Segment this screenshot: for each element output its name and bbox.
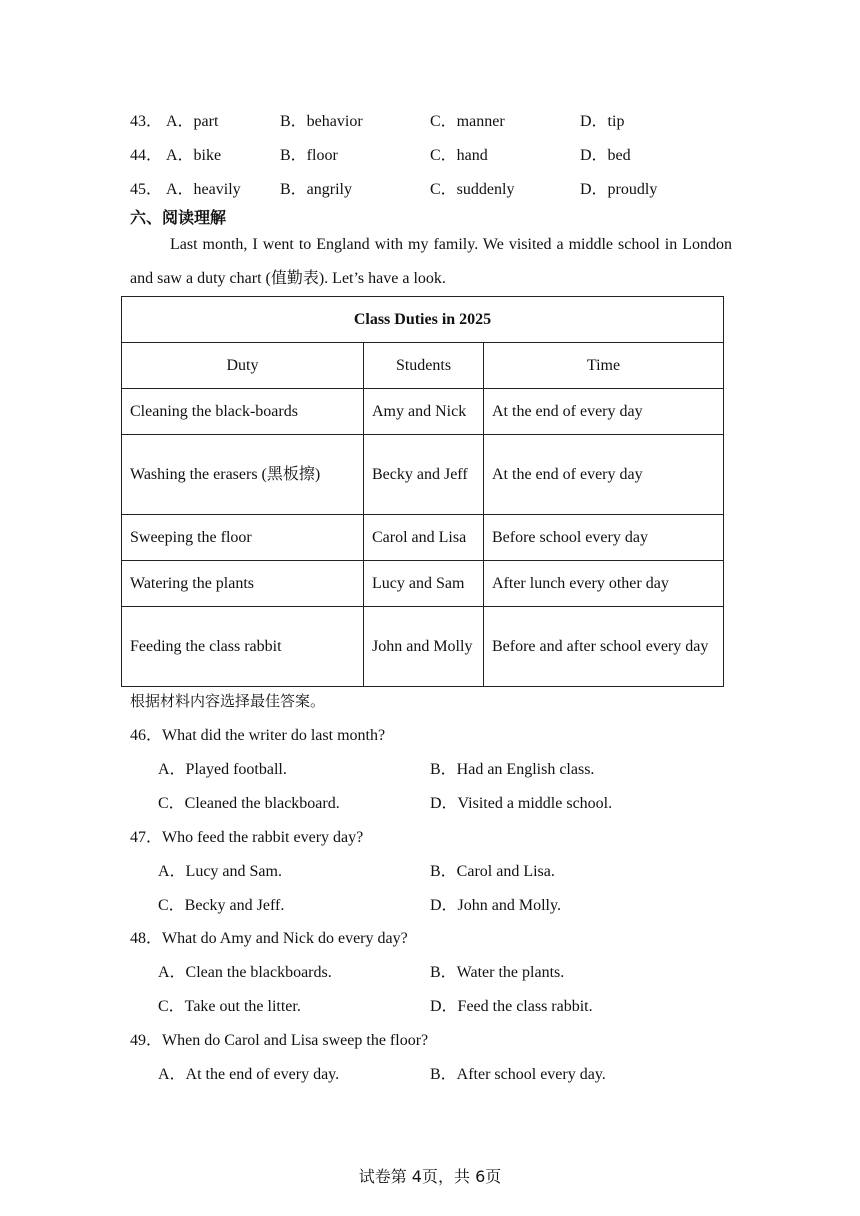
option-b: B．Had an English class. xyxy=(430,761,595,778)
page-footer: 试卷第 4页，共 6页 xyxy=(358,1167,502,1186)
question-number: 45． xyxy=(130,181,163,198)
duty-cell: Watering the plants xyxy=(122,561,364,607)
table-row xyxy=(122,389,724,435)
question-number: 43． xyxy=(130,113,163,130)
question-text: 49．When do Carol and Lisa sweep the floor? xyxy=(130,1032,429,1049)
question-text: 47．Who feed the rabbit every day? xyxy=(130,829,364,846)
time-cell: Before school every day xyxy=(484,515,724,561)
option-c: C．Becky and Jeff. xyxy=(158,897,285,914)
option-a: A．Played football. xyxy=(158,761,287,778)
question-text: 46．What did the writer do last month? xyxy=(130,727,386,744)
table-title: Class Duties in 2025 xyxy=(122,297,724,343)
question-text: 48．What do Amy and Nick do every day? xyxy=(130,930,408,947)
question-number: 44． xyxy=(130,147,163,164)
duty-cell: Cleaning the black-boards xyxy=(122,389,364,435)
time-cell: At the end of every day xyxy=(484,435,724,515)
time-cell: At the end of every day xyxy=(484,389,724,435)
table-title-row xyxy=(122,297,724,343)
table-row xyxy=(122,561,724,607)
students-cell: Carol and Lisa xyxy=(364,515,484,561)
option-b: B．Water the plants. xyxy=(430,964,565,981)
option-a: A．part xyxy=(166,113,219,130)
option-c: C．suddenly xyxy=(430,181,515,198)
option-d: D．tip xyxy=(580,113,625,130)
option-c: C．Cleaned the blackboard. xyxy=(158,795,340,812)
option-c: C．manner xyxy=(430,113,505,130)
option-c: C．Take out the litter. xyxy=(158,998,301,1015)
option-a: A．heavily xyxy=(166,181,241,198)
students-cell: Becky and Jeff xyxy=(364,435,484,515)
option-a: A．bike xyxy=(166,147,222,164)
header-duty: Duty xyxy=(122,343,364,389)
duty-cell: Feeding the class rabbit xyxy=(122,607,364,687)
option-d: D．Visited a middle school. xyxy=(430,795,613,812)
instruction: 根据材料内容选择最佳答案。 xyxy=(130,692,326,710)
option-d: D．John and Molly. xyxy=(430,897,561,914)
option-b: B．angrily xyxy=(280,181,352,198)
option-a: A．Lucy and Sam. xyxy=(158,863,282,880)
option-c: C．hand xyxy=(430,147,488,164)
option-a: A．Clean the blackboards. xyxy=(158,964,332,981)
duty-table xyxy=(121,296,724,687)
option-b: B．After school every day. xyxy=(430,1066,606,1083)
option-d: D．proudly xyxy=(580,181,658,198)
students-cell: Amy and Nick xyxy=(364,389,484,435)
students-cell: John and Molly xyxy=(364,607,484,687)
time-cell: Before and after school every day xyxy=(484,607,724,687)
table-row xyxy=(122,435,724,515)
option-b: B．behavior xyxy=(280,113,363,130)
option-d: D．Feed the class rabbit. xyxy=(430,998,593,1015)
passage xyxy=(130,228,732,296)
header-students: Students xyxy=(364,343,484,389)
option-a: A．At the end of every day. xyxy=(158,1066,340,1083)
option-d: D．bed xyxy=(580,147,631,164)
header-time: Time xyxy=(484,343,724,389)
option-b: B．Carol and Lisa. xyxy=(430,863,555,880)
duty-cell: Sweeping the floor xyxy=(122,515,364,561)
time-cell: After lunch every other day xyxy=(484,561,724,607)
duty-cell: Washing the erasers (黑板擦) xyxy=(122,435,364,515)
passage-text: Last month, I went to England with my family. We visited a middle school in London and saw a duty chart (值勤表). Let’s have a look. xyxy=(130,236,732,287)
option-b: B．floor xyxy=(280,147,338,164)
table-header-row xyxy=(122,343,724,389)
students-cell: Lucy and Sam xyxy=(364,561,484,607)
table-row xyxy=(122,607,724,687)
section-title: 六、阅读理解 xyxy=(130,208,227,227)
table-row xyxy=(122,515,724,561)
